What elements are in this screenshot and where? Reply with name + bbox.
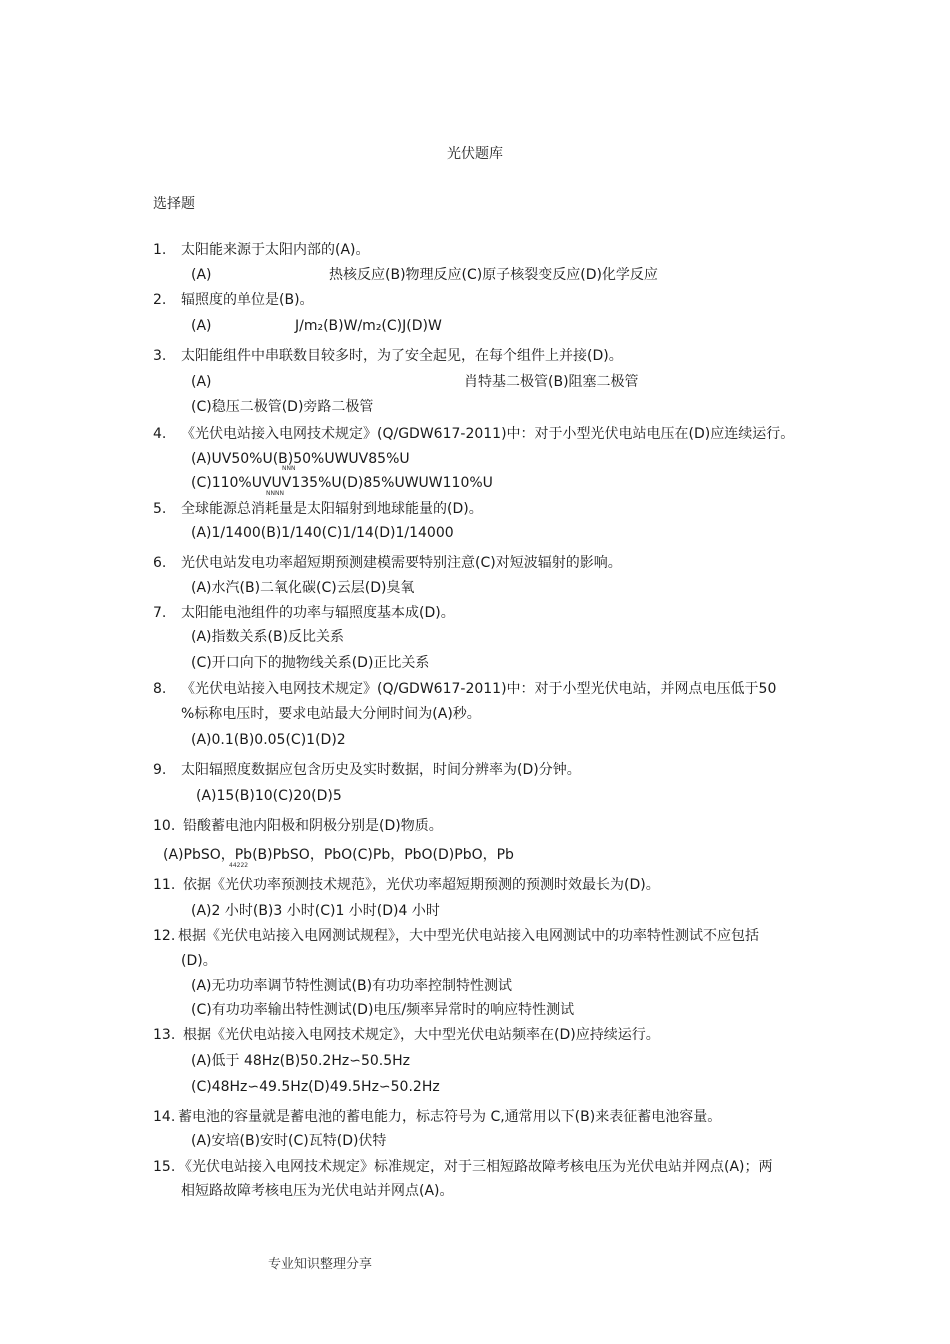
question-text: 太阳能来源于太阳内部的(A)。 (181, 242, 370, 258)
question-number: 6. (153, 555, 167, 571)
page-title: 光伏题库 (447, 146, 503, 162)
question-number: 4. (153, 426, 167, 442)
question-text: 太阳能组件中串联数目较多时，为了安全起见，在每个组件上并接(D)。 (181, 348, 623, 364)
option-line: (A)1/1400(B)1/140(C)1/14(D)1/14000 (191, 525, 454, 541)
page-footer: 专业知识整理分享 (268, 1257, 373, 1272)
option-line: (A)指数关系(B)反比关系 (191, 629, 345, 645)
subscript-note: 44222 (229, 862, 249, 869)
option-line: (A)安培(B)安时(C)瓦特(D)伏特 (191, 1133, 387, 1149)
question-number: 7. (153, 605, 167, 621)
question-number: 13. (153, 1027, 176, 1043)
question-text: 光伏电站发电功率超短期预测建模需要特别注意(C)对短波辐射的影响。 (181, 555, 622, 571)
question-text: 辐照度的单位是(B)。 (181, 292, 314, 308)
question-text: 太阳辐照度数据应包含历史及实时数据，时间分辨率为(D)分钟。 (181, 762, 581, 778)
option-line: (C)110%UVUV135%U(D)85%UWUW110%U (191, 475, 493, 491)
question-text: 蓄电池的容量就是蓄电池的蓄电能力，标志符号为 C,通常用以下(B)来表征蓄电池容量。 (178, 1109, 722, 1125)
question-number: 11. (153, 877, 176, 893)
question-number: 12. (153, 928, 176, 944)
question-number: 14. (153, 1109, 176, 1125)
question-number: 2. (153, 292, 167, 308)
section-heading: 选择题 (153, 196, 195, 212)
option-prefix: (A) (191, 267, 212, 283)
question-number: 8. (153, 681, 167, 697)
option-prefix: (A) (191, 374, 212, 390)
question-text: 根据《光伏电站接入电网技术规定》，大中型光伏电站频率在(D)应持续运行。 (183, 1027, 660, 1043)
option-line: (A)低于 48Hz(B)50.2Hz∽50.5Hz (191, 1053, 410, 1069)
question-text: 《光伏电站接入电网技术规定》(Q/GDW617-2011)中：对于小型光伏电站电压在(D)应连续运行。 (181, 426, 795, 442)
question-text: 根据《光伏电站接入电网测试规程》，大中型光伏电站接入电网测试中的功率特性测试不应包括 (178, 928, 759, 944)
question-text: 《光伏电站接入电网技术规定》(Q/GDW617-2011)中：对于小型光伏电站，并网点电压低于50 (181, 681, 777, 697)
option-line: 肖特基二极管(B)阻塞二极管 (464, 374, 639, 390)
question-number: 3. (153, 348, 167, 364)
question-text-continued: (D)。 (181, 953, 217, 969)
question-number: 15. (153, 1159, 176, 1175)
option-line: (A)水汽(B)二氧化碳(C)云层(D)臭氧 (191, 580, 415, 596)
option-line: (C)开口向下的抛物线关系(D)正比关系 (191, 655, 430, 671)
option-line: 热核反应(B)物理反应(C)原子核裂变反应(D)化学反应 (329, 267, 658, 283)
option-line: (C)48Hz∽49.5Hz(D)49.5Hz∽50.2Hz (191, 1079, 440, 1095)
option-line: (C)有功功率输出特性测试(D)电压/频率异常时的响应特性测试 (191, 1002, 575, 1018)
question-number: 5. (153, 501, 167, 517)
question-text-continued: 相短路故障考核电压为光伏电站并网点(A)。 (181, 1183, 454, 1199)
subscript-note: NNNN (266, 490, 284, 497)
option-line: (C)稳压二极管(D)旁路二极管 (191, 399, 374, 415)
option-line: (A)15(B)10(C)20(D)5 (196, 788, 342, 804)
question-number: 1. (153, 242, 167, 258)
option-line: (A)PbSO，Pb(B)PbSO，PbO(C)Pb，PbO(D)PbO，Pb (163, 847, 514, 863)
option-line: J/m₂(B)W/m₂(C)J(D)W (295, 318, 442, 334)
option-prefix: (A) (191, 318, 212, 334)
question-text-continued: %标称电压时，要求电站最大分闸时间为(A)秒。 (181, 706, 481, 722)
question-text: 《光伏电站接入电网技术规定》标准规定，对于三相短路故障考核电压为光伏电站并网点(A)；两 (178, 1159, 773, 1175)
option-line: (A)2 小时(B)3 小时(C)1 小时(D)4 小时 (191, 903, 440, 919)
question-text: 依据《光伏功率预测技术规范》，光伏功率超短期预测的预测时效最长为(D)。 (183, 877, 660, 893)
question-text: 全球能源总消耗量是太阳辐射到地球能量的(D)。 (181, 501, 483, 517)
subscript-note: NNN (282, 465, 296, 472)
option-line: (A)UV50%U(B)50%UWUV85%U (191, 451, 410, 467)
question-text: 太阳能电池组件的功率与辐照度基本成(D)。 (181, 605, 455, 621)
question-number: 10. (153, 818, 176, 834)
option-line: (A)无功功率调节特性测试(B)有功功率控制特性测试 (191, 978, 513, 994)
question-number: 9. (153, 762, 167, 778)
option-line: (A)0.1(B)0.05(C)1(D)2 (191, 732, 346, 748)
question-text: 铅酸蓄电池内阳极和阴极分别是(D)物质。 (183, 818, 443, 834)
